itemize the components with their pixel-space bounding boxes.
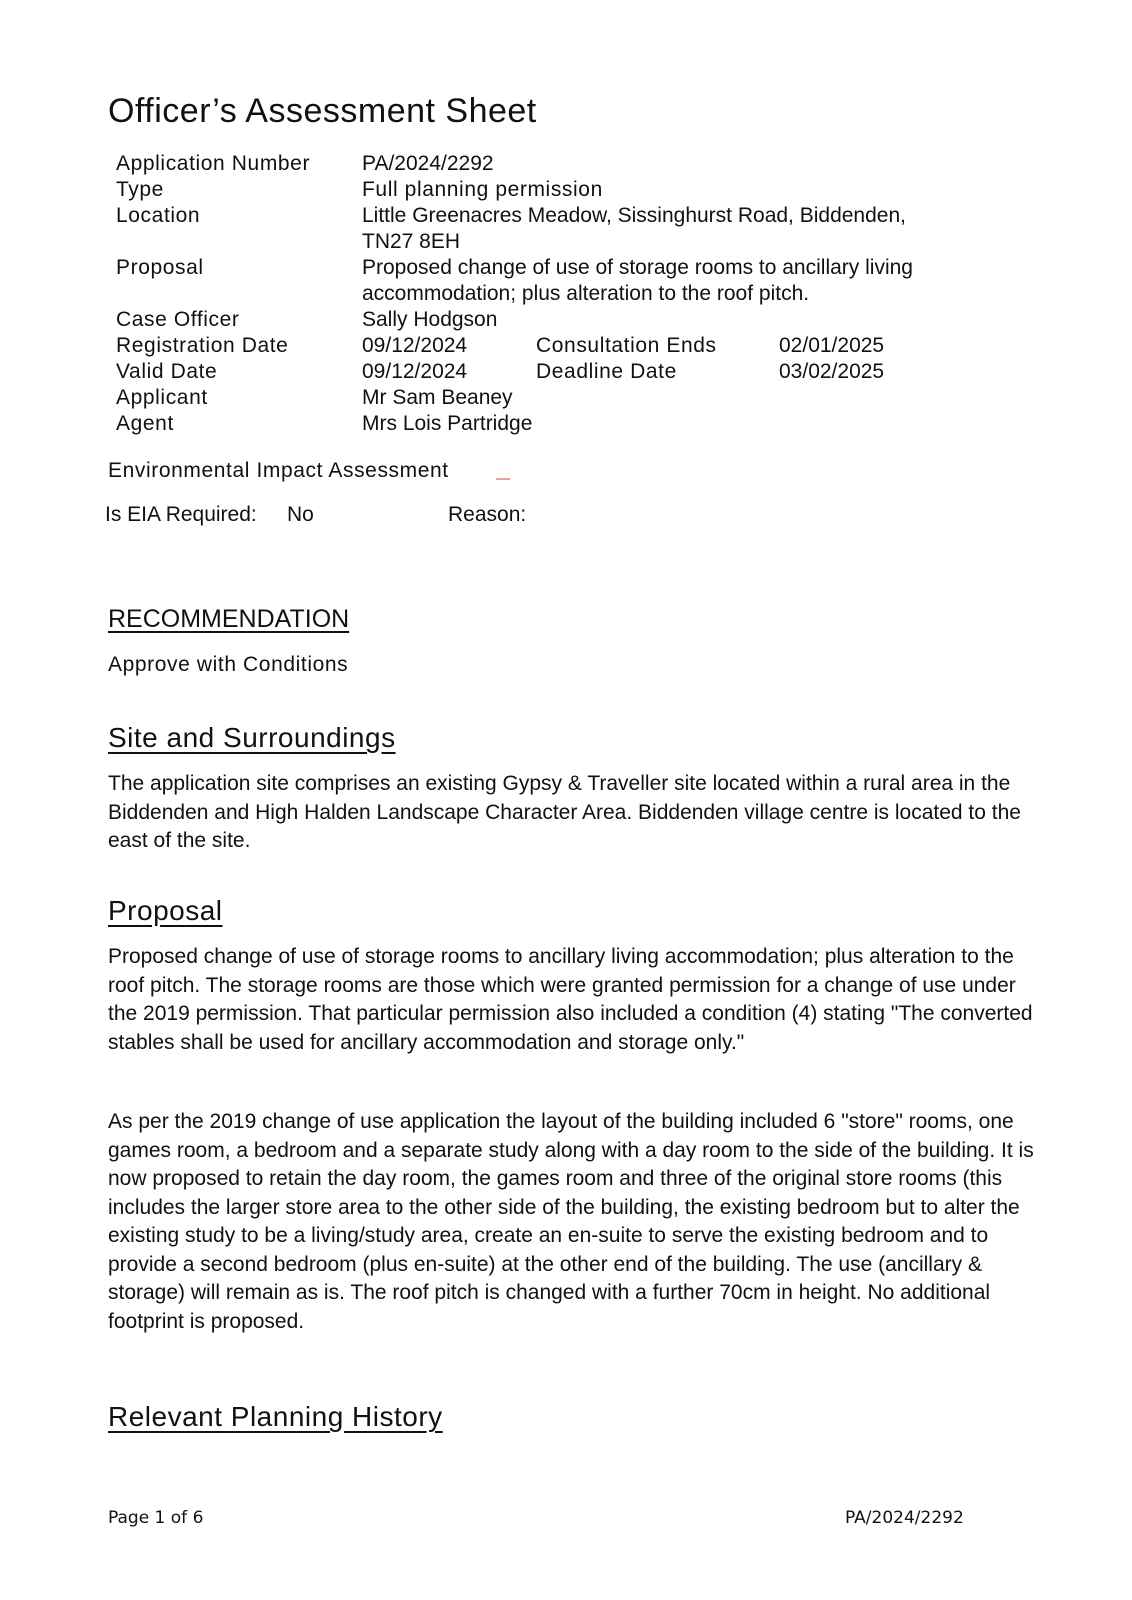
valid-date-label: Valid Date	[116, 360, 218, 383]
application-number-value: PA/2024/2292	[362, 152, 494, 175]
consultation-ends-value: 02/01/2025	[779, 334, 885, 357]
details-row	[116, 411, 962, 437]
details-row	[116, 333, 962, 359]
consultation-ends-label: Consultation Ends	[536, 334, 717, 357]
registration-date-value: 09/12/2024	[362, 334, 468, 357]
details-row	[116, 385, 962, 411]
proposal-label: Proposal	[116, 256, 204, 279]
case-officer-label: Case Officer	[116, 308, 240, 331]
footer-reference: PA/2024/2292	[845, 1508, 964, 1528]
type-value: Full planning permission	[362, 178, 603, 201]
eia-heading: Environmental Impact Assessment	[108, 459, 449, 482]
registration-date-label: Registration Date	[116, 334, 289, 357]
details-row	[116, 177, 962, 203]
eia-required-value: No	[287, 503, 314, 526]
site-paragraph: The application site comprises an existing Gypsy & Traveller site located within a rural area in the Biddenden and High Halden Landscape Character Area. Biddenden village centre is located to the east of the site.	[108, 772, 1021, 852]
type-label: Type	[116, 178, 164, 201]
case-officer-value: Sally Hodgson	[362, 308, 498, 331]
planning-history-heading: Relevant Planning History	[108, 1401, 443, 1432]
location-label: Location	[116, 204, 201, 227]
eia-required-label: Is EIA Required:	[105, 503, 257, 526]
details-row	[116, 359, 962, 385]
details-row	[116, 255, 962, 307]
applicant-label: Applicant	[116, 386, 208, 409]
details-row	[116, 307, 962, 333]
footer-page-number: Page 1 of 6	[108, 1508, 204, 1528]
deadline-date-value: 03/02/2025	[779, 360, 885, 383]
eia-reason-label: Reason:	[448, 503, 527, 526]
deadline-date-label: Deadline Date	[536, 360, 677, 383]
agent-value: Mrs Lois Partridge	[362, 412, 533, 435]
details-row	[116, 151, 962, 177]
valid-date-value: 09/12/2024	[362, 360, 468, 383]
agent-label: Agent	[116, 412, 174, 435]
location-value: Little Greenacres Meadow, Sissinghurst Road, Biddenden, TN27 8EH	[362, 204, 906, 253]
site-heading: Site and Surroundings	[108, 722, 396, 753]
proposal-paragraph-2: As per the 2019 change of use application the layout of the building included 6 "store" rooms, one games room, a bedroom and a separate study along with a day room to the side of the building. It is now proposed to retain the day room, the games room and three of the original store rooms (this includes the larger store area to the other side of the building, the existing bedroom but to alter the existing study to be a living/study area, create an en-suite to serve the existing bedroom and to provide a second bedroom (plus en-suite) at the other end of the building. The use (ancillary & storage) will remain as is. The roof pitch is changed with a further 70cm in height. No additional footprint is proposed.	[108, 1110, 1034, 1333]
proposal-value: Proposed change of use of storage rooms to ancillary living accommodation; plus alteration to the roof pitch.	[362, 256, 913, 305]
recommendation-text: Approve with Conditions	[108, 653, 349, 676]
details-row	[116, 203, 962, 255]
application-number-label: Application Number	[116, 152, 311, 175]
edit-mark	[496, 478, 510, 480]
proposal-paragraph-1: Proposed change of use of storage rooms to ancillary living accommodation; plus alteration to the roof pitch. The storage rooms are those which were granted permission for a change of use under the 2019 permission. That particular permission also included a condition (4) stating "The converted stables shall be used for ancillary accommodation and storage only."	[108, 945, 1033, 1054]
recommendation-heading: RECOMMENDATION	[108, 605, 350, 633]
page-title: Officer’s Assessment Sheet	[108, 92, 537, 130]
proposal-heading: Proposal	[108, 895, 223, 926]
application-details-table	[116, 151, 962, 437]
applicant-value: Mr Sam Beaney	[362, 386, 513, 409]
